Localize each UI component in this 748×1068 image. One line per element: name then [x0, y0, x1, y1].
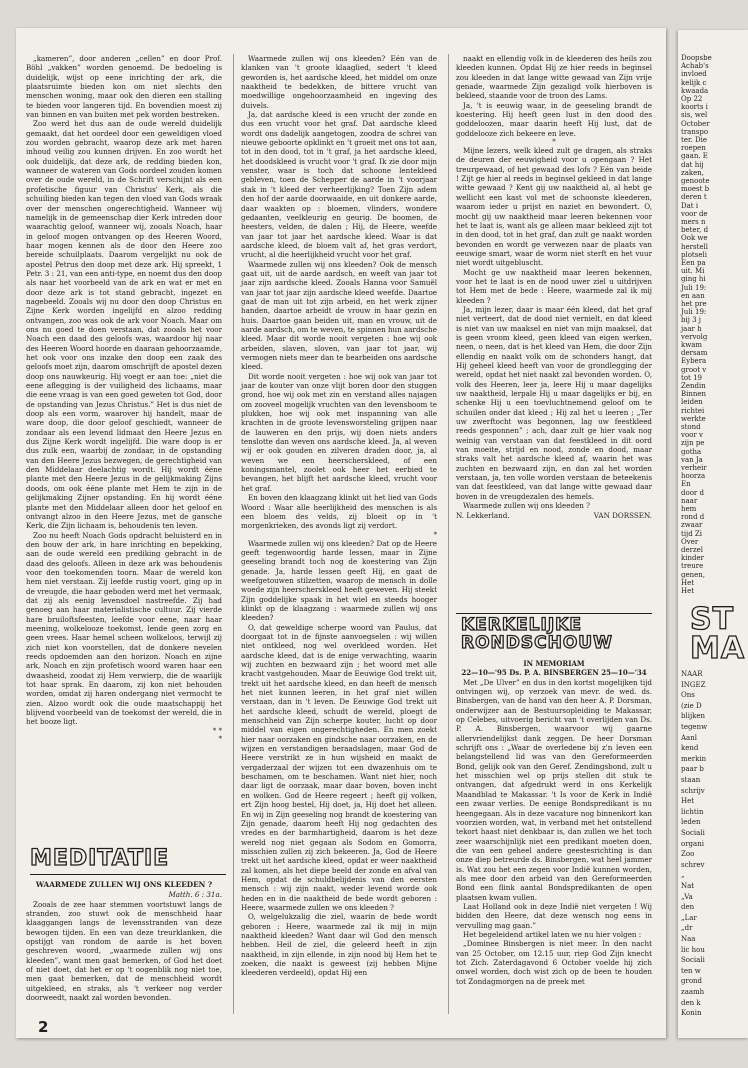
adjacent-page-line: tot 19 [681, 373, 702, 382]
adjacent-page-line: Binnen [681, 390, 707, 399]
heading-line: KERKELIJKE [461, 615, 582, 635]
paragraph: Zoo werd het dus aan de oude wereld duidelijk gemaakt, dat het oordeel door een geweldigen vloed zou worden gebracht, waarop deze ark met haren inhoud veilig zou kunnen drijven. En zoo wordt het ook duidelijk, dat deze ark, de redding bieden kon, wanneer de wateren van Gods oordeel zouden komen over de oude wereld, in de Schrift verschijnt als een profetische figuur van Christus' Kerk, als die schuiling bieden kan tegen den vloed van Gods wraak over der menschen ongerechtigheid. Wanneer wij namelijk in de gemeenschap dier Kerk intreden door waarachtig geloof, wanneer wij, zooals Noach, haar in geloof mogen ontvangen op des Heeren Woord, haar mogen kennen als de door den Heere zoo bereide schuilplaats. Daarom vergelijkt nu ook de apostel Petrus den doop met deze ark. Hij spreekt, 1 Petr. 3 : 21, van een anti-type, en noemt dus den doop als naar het voorbeeld van de ark en wat er met en door deze ark is tot stand gebracht, ingezet en nagebeeld. Zooals wij nu door den doop Christus en Zijne Kerk worden ingelijfd en alzoo redding ontvangen, zoo was ook de ark voor Noach. Maar om ons nu goed te doen verstaan, dat zooals het voor Noach een daad des geloofs was, waardoor hij naar des Heeren Woord hoorde en daaraan gehoorzaamde, het ook voor ons inzake den doop een zaak des geloofs moet zijn, daarom omschrijft de apostel dezen doop ons nauwkeurig. Hij voegt er aan toe: „niet die eene aflegging is der vuiligheid des lichaams, maar die eene vraag is van een goed geweten tot God, door de opstanding van Jezus Christus.” Het is dus niet de doop als een vorm, waarover hij handelt, maar de ware doop, die door geloof geschiedt, wanneer de zondaar als een levend lidmaat den Heere Jezus en dus Zijne Kerk wordt ingelijfd. Die ware doop is er dus zulk een, waarbij de zondaar, in de opstanding van den Heere Jezus bezwegen, de gerechtigheid van den Middelaar deelachtig wordt. Hij wordt ééne plante met den Heere Jezus in de gelijkmaking Zijns doods, om ook ééne plante met Hem te zijn in de gelijkmaking Zijner opstanding. En hij wordt ééne plante met den Middelaar alleen door het geloof en ontvangt alzoo in den Heere Jezus, met de gansche Kerk, die Zijn lichaam is, behoudenis ten leven. [26, 119, 222, 531]
adjacent-page-line: Achab's [681, 62, 709, 71]
in-memoriam-dates: 22—10—'95 Ds. P. A. BINSBERGEN 25—10—'34 [461, 668, 647, 678]
adjacent-page-line: transpo [681, 127, 709, 136]
adjacent-page-line: zwaar [681, 521, 703, 530]
paragraph: Dit worde nooit vergeten : hoe wij ook van jaar tot jaar de kouter van onze vlijt boren door den stuggen grond, hoe wij ook met zin en verstand alles najagen om zooveel mogelijk vruchten van den levensboom te plukken, hoe wij ook met inspanning van alle krachten in de groote levensworsteling grijpen naar de lauweren en den prijs, wij doen niets anders tenslotte dan weven ons aardsche kleed. Ja, al weven wij er ook gouden en zilveren draden door, ja, al weven we een heerscherskleed, of een koningsmantel, zoolet ook heer het eerbied te bevangen, het blijft het aardsche kleed, vrucht voor het graf. [241, 371, 437, 493]
adjacent-page-line: leden [681, 818, 701, 827]
meditatie-article [26, 878, 222, 1002]
adjacent-page-line: kend [681, 744, 699, 753]
adjacent-page-line: Nat [681, 882, 695, 890]
adjacent-page-line: Naa [681, 935, 696, 943]
separator-star: * [552, 138, 556, 147]
adjacent-page-line: Sociali [681, 829, 705, 837]
adjacent-page-line: treure [681, 562, 704, 571]
adjacent-page-line: van Ja [681, 455, 703, 464]
adjacent-page-line: gotha [681, 447, 702, 456]
signature-place: N. Lekkerland. [456, 510, 510, 520]
adjacent-page-line: genen, [681, 570, 706, 579]
in-memoriam-label: IN MEMORIAM [523, 659, 585, 668]
adjacent-page-line: rond d [681, 513, 705, 522]
adjacent-page-line: Op 22 [681, 95, 703, 103]
paragraph: Zooals de zee haar stemmen voortstuwt langs de stranden, zoo stuwt ook de menschheid haar klaaggangen langs de levensstranden van deze bewogen tijden. En een van deze treurklanken, die opstijgt van rondom de aarde is het boven geschreven woord, „waarmede zullen wij ons kleeden”, want men gaat bemerken, of God het doet of niet doet, dat het er op 't oogenblik nog niet toe, men gaat bemerken, dat de menschheid wordt uitgekleed, en straks, als 't verkeer nog verder doorweedt, naakt zal worden bevonden. [26, 899, 222, 1003]
paragraph: Ja, 't is eeuwig waar, in de geeseling brandt de koestering. Hij heeft geen lust in den dood des goddeloozen, maar daarin heeft Hij lust, dat de goddelooze zich bekeere en leve. [456, 100, 652, 138]
adjacent-page-line: ter. Die [681, 136, 707, 144]
adjacent-page-line: verheir [681, 464, 707, 472]
adjacent-page-line: Aanl [681, 733, 697, 742]
signature-author: VAN DORSSEN. [593, 510, 652, 520]
adjacent-page-line: „Lar [681, 913, 697, 922]
adjacent-page-line: Zoo [681, 850, 695, 859]
adjacent-page-line: schrev [681, 860, 705, 869]
adjacent-page-line: richtei [681, 406, 705, 415]
adjacent-page-line: ging hi [681, 275, 706, 284]
adjacent-page-line: en aan [681, 291, 705, 300]
adjacent-page-line: kwam [681, 341, 703, 349]
paragraph: En boven den klaagzang klinkt uit het lied van Gods Woord : Waar alle heerlijkheid des menschen is als een bloem des velds, zij bloeit op in 't morgenkrieken, des avonds ligt zij verdort. [241, 493, 437, 531]
adjacent-page-line: den k [681, 998, 701, 1007]
adjacent-page-line: Het [681, 587, 695, 595]
paragraph: „Dominee Binsbergen is niet meer. In den nacht van 25 October, om 12.15 uur, riep God Zijn knecht tot Zich. Zaterdagavond 6 October voelde hij zich onwel worden, doch wist zich op de been te houden tot Zondagmorgen na de preek met [456, 939, 652, 986]
heading-line: RONDSCHOUW [461, 633, 613, 653]
adjacent-page-line: jaar h [681, 324, 702, 333]
adjacent-page-line: invloed [681, 70, 707, 79]
adjacent-page-line: zaken, [681, 168, 704, 177]
adjacent-page-line: zaamh [681, 988, 705, 996]
adjacent-page-line: voor de [681, 209, 708, 218]
heading-rule [456, 613, 652, 614]
adjacent-page-line: Dat i [681, 201, 699, 210]
adjacent-page-line: mers n [681, 218, 706, 226]
signature-line [456, 511, 652, 520]
adjacent-page-line: Ons [681, 691, 695, 700]
adjacent-page-line: sis, wel [681, 111, 708, 120]
adjacent-page-line: den [681, 903, 695, 912]
adjacent-page-line: „Va [681, 892, 693, 901]
adjacent-page-line: „dr [681, 924, 693, 933]
adjacent-page-line: ten w [681, 966, 701, 975]
adjacent-page-line: En [681, 480, 691, 489]
adjacent-page-line: bij 3 j [681, 316, 701, 325]
adjacent-page-line: grond [681, 977, 703, 986]
newspaper-page [16, 28, 666, 1038]
scripture-reference: Matth. 6 : 31a. [168, 890, 222, 900]
adjacent-page-line: Konin [681, 1009, 702, 1018]
separator-star: * [433, 530, 437, 539]
separator-stars: * * * [212, 726, 222, 743]
paragraph: Waarmede zullen wij ons kleeden? Eén van de klanken van 't groote klaaglied, sedert 't kleed geworden is, het aardsche kleed, het middel om onze naaktheid te bedekken, de bittere vrucht van moedwillige ongehoorzaamheid en ingeving des duivels. [241, 54, 437, 110]
adjacent-page-line: „ [681, 871, 685, 880]
adjacent-page-line: hoorza [681, 472, 706, 481]
paragraph: Waarmede zullen wij ons kleeden? Ook de mensch gaat uit, uit de aarde aardsch, en weeft van jaar tot jaar zijn aardsche kleed. Zooals Hanna voor Samuël van jaar tot jaar zijn aardsche kleed weefde. Daartoe gaat de man uit tot zijn arbeid, en het werk zijner handen, daartoe arbeidt de vrouw in haar gezin en huis. Daartoe gaan beiden uit, man en vrouw, uit de aarde aardsch, om te weven, te spinnen hun aardsche kleed. Maar dit worde nooit vergeten : hoe wij ook arbeiden, slaven, sloven, van jaar tot jaar, wij vermogen niets meer dan te bearbeiden ons aardsche kleed. [241, 259, 437, 372]
adjacent-page-line: naar [681, 496, 698, 505]
adjacent-page-line: Sociali [681, 956, 705, 965]
adjacent-page-line: leiden [681, 398, 703, 407]
adjacent-page-line: October [681, 119, 710, 128]
adjacent-page-line: uit. Mi [681, 267, 705, 276]
adjacent-page-line: Het [681, 578, 695, 587]
paragraph: Ja, dat aardsche kleed is een vrucht der zonde en dus een vrucht voor het graf. Dat aardsche kleed wordt ons dadelijk aangetogen, zoodra de schrei van nieuwe geboorte opklinkt en 't groeit met ons tot aan, tot in den dood, tot in 't graf, ja het aardsche kleed, het doodskleed is vrucht voor 't graf. Ik zie door mijn venster, waar is toch dat schoone lentekleed gebleven, toen de Schepper de aarde in 't voorjaar stak in 't kleed der verheerlijking? Toen Zijn adem den hof der aarde doorwaaide, en uit donkere aarde, daar waakten op : bloemen, vlinders, wondere gedaanten, veelkleurig en geurig. De boomen, de heesters, velden, de dalen ; Hij, de Heere, weefde van jaar tot jaar het aardsche kleed. Waar is dat aardsche kleed, de bloem valt af, het gras verdort, vrucht, al die heerlijkheid vrucht voor het graf. [241, 110, 437, 260]
paragraph: Laat Holland ook in deze Indië niet vergeten ! Wij bidden den Heere, dat deze wensch nog eens in vervulling mag gaan.” [456, 901, 652, 930]
paragraph: „kameren”, door anderen „cellen” en door Prof. Böhl „vakken” worden genoemd. De bedoeling is duidelijk, wijst op eene inrichting der ark, die plaatsruimte bieden kon om niet slechts den menschen woning, maar ook den dieren een stalling te bieden voor langeren tijd. En bovendien moest zij van binnen en van buiten met pek worden bestreken. [26, 54, 222, 120]
meditatie-heading: MEDITATIE [30, 846, 170, 871]
adjacent-page-edge [678, 30, 748, 1038]
adjacent-page-line: roepen [681, 144, 706, 153]
column-1 [26, 54, 222, 743]
adjacent-page-line: lichtin [681, 807, 704, 816]
adjacent-page-line: Ook we [681, 234, 708, 243]
adjacent-page-line: voor v [681, 431, 703, 440]
adjacent-page-line: Een pa [681, 259, 706, 267]
adjacent-page-heading [690, 602, 746, 666]
meditatie-subtitle: WAARMEDE ZULLEN WIJ ONS KLEEDEN ? [35, 880, 213, 889]
adjacent-page-line: Juli 19: [681, 283, 707, 292]
adjacent-page-line: tijd Zi [681, 529, 703, 538]
heading-line: ST [690, 602, 735, 637]
adjacent-page-line: herstell [681, 242, 709, 251]
adjacent-page-line: derzel [681, 546, 704, 554]
heading-rule [30, 874, 226, 875]
adjacent-page-line: kelijk c [681, 78, 707, 87]
adjacent-page-line: kinder [681, 554, 704, 563]
adjacent-page-line: plotseli [681, 250, 707, 259]
adjacent-page-line: Over [681, 537, 699, 546]
adjacent-page-line: tegenw [681, 723, 708, 731]
adjacent-page-line: blijken [681, 712, 706, 721]
adjacent-page-line: schrijv [681, 786, 705, 795]
kerkelijke-rondschouw-heading [461, 616, 613, 652]
adjacent-page-line: werkte [681, 414, 706, 423]
column-2 [241, 54, 437, 978]
paragraph: naakt en ellendig volk in de kleederen des heils zou kleeden kunnen. Opdat Hij ze hier reeds in beginsel zou kleeden in dat lange witte gewaad van Zijn vrije genade, waarmede Zijn gezaligd volk hierboven is bekleed, staande voor de troon des Lams. [456, 54, 652, 101]
adjacent-page-line: kwaada [681, 86, 709, 95]
page-number: 2 [38, 1018, 49, 1036]
adjacent-page-line: lic hou [681, 945, 705, 954]
adjacent-page-line: beter, d [681, 226, 709, 235]
paragraph: Het begeleidend artikel laten we nu hier volgen : [463, 929, 642, 939]
adjacent-page-line: hem [681, 505, 697, 513]
adjacent-page-line: staan [681, 776, 701, 784]
column-divider [233, 54, 234, 1014]
paragraph: Mijne lezers, welk kleed zult ge dragen, als straks de deuren der eeuwigheid voor u opengaan ? Het treurgewaad, of het gewaad des lofs ? Eén van beide ! Zijt ge hier al reeds in beginsel gekleed in dat lange witte gewaad ? Kent gij uw naaktheid al, al hebt ge wellicht een kast vol met de schoonste kleederen, waarom ieder u prijst en naziet en bewondert. O, mocht gij uw naaktheid maar leeren bekennen voor het te laat is, want als ge alleen maar bekleed zijt tot in den dood, tot in het graf, dan zult ge naakt worden bevonden en wordt ge verwezen naar de plaats van eeuwige smart, waar de worm niet sterft en het vuur niet wordt uitgebluscht. [456, 146, 652, 268]
adjacent-page-line: merkin [681, 754, 707, 763]
adjacent-page-line: Eybera [681, 357, 707, 366]
paragraph: O, dat geweldige scherpe woord van Paulus, dat doorgaat tot in de fijnste aanvoegselen : wij willen niet ontkleed, nog wel overkleed worden. Het aardsche kleed, dat is de enige verwachting, waarin wij zuchten en bezwaard zijn ; het woord met alle kracht vastgehouden. Maar de Eeuwige God trekt uit, trekt uit het aardsche kleed, en dan heeft de mensch het niet kunnen leeren, in het graf niet willen verstaan, dan in 't leven. De Eeuwige God trekt uit het aardsche kleed, schudt de wereld, ploegt de menschheid van Zijn scherpe kouter, lucht op door middel van eigen ongerechtigheden. En men zoekt hier naar oorzaken en gindsche naar oorzaken, en de wijzen en verstandigen beraadslagen, maar God de Heere verstrikt ze in hun wijsheid en maakt de vergaderzaal der wijzen tot een dwazenhuis om te beschamen, om te beschamen. Want niet hier, noch daar ligt de oorzaak, maar daar boven, boven incht en wolken. God de Heere regeert ; heeft gij volken, ert Zijn hoog bestel, Hij doet, ja, Hij doet het alleen. En wij in Zijn geeseling nog brandt de koestering van Zijn genade, daarom heeft Hij nog gedachten des vredes en der barmhartigheid, daarom is het deze wereld nog niet gegaan als Sodom en Gomorra, misschien zullen zij zich bekeeren. Ja, God de Heere trekt uit het aardsche kleed, opdat er weer naaktheid zal komen, als het diepe beeld der zonde en afval van Hem, opdat de schuldbelijdenis van den eersten mensch : wij zijn naakt, weder levend worde ook heden en in die naaktheid de bede wordt geboren : Heere, waarmede zullen we ons kleeden ? [241, 622, 437, 912]
adjacent-page-line: Juli 19: [681, 308, 707, 317]
adjacent-page-line: stond [681, 423, 701, 431]
adjacent-page-line: Zendin [681, 382, 706, 390]
adjacent-page-line: moest b [681, 185, 710, 194]
paragraph: Waarmede zullen wij ons kleeden ? [463, 501, 590, 511]
column-3 [456, 54, 652, 520]
paragraph: Ja, mijn lezer, daar is maar één kleed, dat het graf niet verteert, dat de dood niet vernielt, en dat kleed is niet van uw maaksel en niet van mijn maaksel, dat is geen vroom kleed, geen kleed van eigen werken, neen, o neen, dat is het kleed van Hem, die door Zijn ellendig en naakt volk om de schonders hangt, dat Hij geheel kleed heeft van voor de grondlegging der wereld, opdat het niet naakt zal bevonden worden. O, volk des Heeren, leer ja, leere Hij u maar dagelijks uw naaktheid, lerpale Hij u maar dagelijks er bij, en schenke Hij u een toevluchtnemend geloof om te schuilen onder dat kleed ; Hij zal het u leeren ; „Ter uw zwerftocht was begonnen, lag uw feestkleed reeds gesponnen” ; ach, daar zult ge hier vaak nog weinig van verstaan van dat feestkleed in dit oord van moeite, strijd en nood, zonde en dood, maar straks valt het aardsche kleed af, waarin het was zuchten en bezwaard zijn, en dan zal het worden verstaan, ja, ten volle worden verstaan de beteekenis van dat feestkleed, van dat lange witte gewaad daar boven in de vreugdezalen des hemels. [456, 304, 652, 501]
adjacent-page-line: genoote [681, 177, 710, 185]
adjacent-page-line: (zie D [681, 701, 702, 710]
adjacent-page-line: vervolg [681, 332, 708, 341]
adjacent-page-line: NAAR [681, 670, 703, 678]
adjacent-page-line: groot v [681, 365, 707, 374]
adjacent-page-line: koorts i [681, 103, 708, 112]
adjacent-page-line: dat hij [681, 160, 704, 169]
adjacent-page-line: Doopsbe [681, 54, 712, 62]
paragraph: Zoo nu heeft Noach Gods opdracht beluisterd en in den bouw der ark, in hare inrichting en bepekking, aan de oude wereld een prediking gebracht in de daad des geloofs. Alleen in deze ark was behoudenis voor den toekomenden toorn. Maar de wereld kon hem niet verstaan. Zij leefde rustig voort, ging op in de vreugde, die haar geboden werd met het vermaak, dat zij als eenig levensdoel nastreefde. Zij had genoeg aan haar materialistische cultuur. Zij vierde hare bruiloftsfeesten, leefde voor eene, naar haar meening, wolkelooze toekomst, lende geen zorg en geen vrees. Haar hemel scheen wolkeloos, terwijl zij zich niet kon voorstellen, dat de donkere nevelen reeds opdoemden aan den horizon. Noach en zijne ark, Noach en zijn profetisch woord waren haar een dwaasheid, zoodat zij Hem verwierp, die de waarlijk tot haar sprak. En daarom, zij kon niet behouden worden, omdat zij haren ondergang niet vermocht te zien. Alzoo wordt ook die oude maatschappij het blijvend voorbeeld van de toekomst der wereld, die in het booze ligt. [26, 530, 222, 727]
adjacent-page-line: paar b [681, 765, 704, 774]
adjacent-page-line: zijn pe [681, 439, 705, 448]
adjacent-page-line: organi [681, 839, 704, 848]
adjacent-page-line: gaan. E [681, 152, 708, 161]
column-divider [448, 54, 449, 1014]
heading-line: MA [690, 631, 746, 666]
paragraph: Mocht ge uw naaktheid maar leeren bekennen, voor het te laat is en de nood uwer ziel u uitdrijven tot Hem met de bede : Heere, waarmede zal ik mij kleeden ? [456, 267, 652, 305]
adjacent-page-line: INGEZ [681, 680, 706, 689]
paragraph: Waarmede zullen wij ons kleeden? Dat op de Heere geeft tegenwoordig harde lessen, maar in Zijne geeseling brandt toch nog de koestering van Zijn genade. Ja, harde lessen geeft Hij, en gaat de weefgetouwen stilzetten, waarop de mensch in dolle woede zijn heerscherskleed heeft geweven. Hij steekt Zijn goddelijke spaak in het wiel en steeds hooger klinkt op de klaagzang : waarmede zullen wij ons kleeden? [241, 538, 437, 623]
adjacent-page-line: deren t [681, 193, 707, 202]
adjacent-page-line: Het [681, 797, 695, 806]
adjacent-page-line: door d [681, 488, 704, 497]
adjacent-page-line: het pre [681, 300, 707, 308]
paragraph: O, welgelukzalig die ziel, waarin de bede wordt geboren : Heere, waarmede zal ik mij in mijn naaktheid kleeden? Want daar wil God den mensch hebben. Heil de ziel, die geleerd heeft in zijn naaktheid, in zijn ellende, in zijn nood bij Hem het te zoeken, die naakt is geweest (zij hebben Mijne kleederen verdeeld), opdat Hij een [241, 912, 437, 978]
paragraph: Met „De Ulver” en dus in den kortst mogelijken tijd ontvingen wij, op verzoek van mevr. de wed. ds. Binsbergen, van de hand van den heer A. P. Dorsman, onderwijzer aan de Bestuursopleiding te Makassar, op Celebes, uitvoerig bericht van 't overlijden van Ds. P. A. Binsbergen, waarvoor wij gaarne allervriendelijkst dank zeggen. De heer Dorsman schrijft ons : „Waar de overledene bij z'n leven een belangstellend lid was van den Gereformeerden Bond, gelijk ook van den Geref. Zendingsbond, zult u het misschien wel op prijs stellen dit stuk te ontvangen, dat afgedrukt werd in ons Kerkelijk Maandblad te Makassar. 't Is voor de Kerk in Indië een zwaar verlies. De eenige Bondspredikant is nu heengegaan. Als in deze vacature nog binnenkort kan voorzien worden, wat, in verband met het ontstellend tekort haast niet denkbaar is, dan zullen we het toch zeer waarschijnlijk niet een predikant moeten doen, die van een geheel andere geestesrichting is dan onze diep betreurde ds. Binsbergen, wat heel jammer is. Wat zou het een zegen voor Indië kunnen worden, als mee door den arbeid van den Gereformeerden Bond een flink aantal Bondspredikanten de open plaatsen kwam vullen. [456, 677, 652, 902]
adjacent-page-line: dersam [681, 349, 708, 358]
kerkelijke-article [456, 659, 652, 986]
